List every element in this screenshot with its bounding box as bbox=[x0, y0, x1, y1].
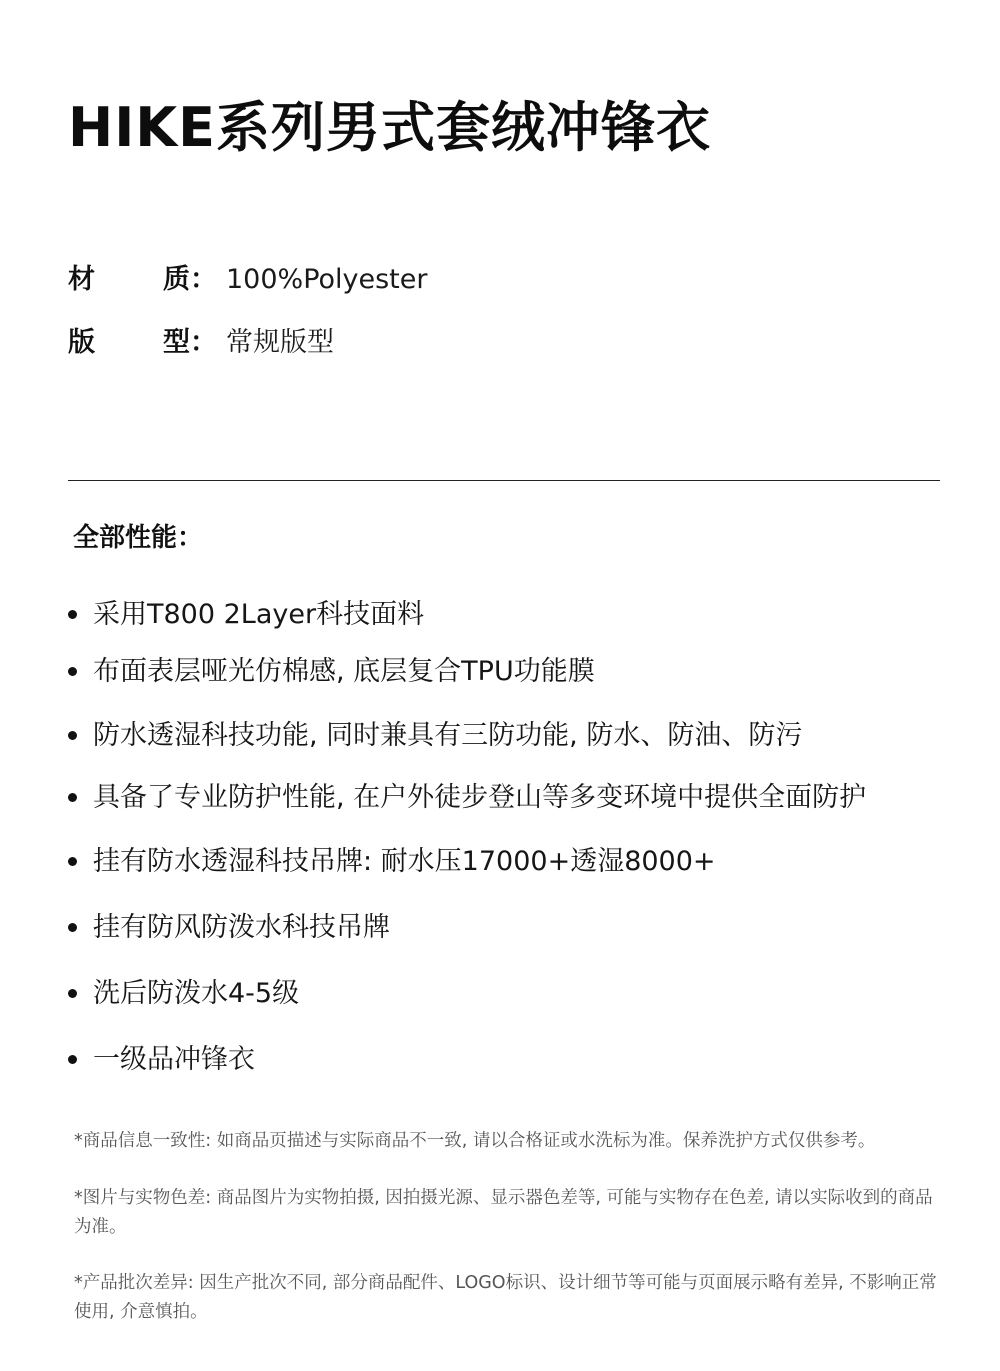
feature-text: 采用T800 2Layer科技面料 bbox=[93, 599, 425, 630]
features-heading: 全部性能： bbox=[73, 523, 204, 553]
bullet-icon bbox=[68, 731, 77, 740]
spec-label-fit-2: 型： bbox=[163, 327, 217, 358]
bullet-icon bbox=[68, 1055, 77, 1064]
feature-text: 具备了专业防护性能, 在户外徒步登山等多变环境中提供全面防护 bbox=[93, 782, 867, 813]
bullet-icon bbox=[68, 793, 77, 802]
spec-value-fit: 常规版型 bbox=[226, 327, 334, 358]
bullet-icon bbox=[68, 989, 77, 998]
note-color-difference: *图片与实物色差: 商品图片为实物拍摄, 因拍摄光源、显示器色差等, 可能与实物存在色差, 请以实际收到的商品为准。 bbox=[74, 1188, 933, 1237]
spec-label-material-2: 质： bbox=[163, 264, 217, 295]
bullet-icon bbox=[68, 923, 77, 932]
spec-label-material-1: 材 bbox=[68, 264, 95, 295]
section-divider bbox=[68, 480, 940, 481]
feature-text: 布面表层哑光仿棉感, 底层复合TPU功能膜 bbox=[93, 656, 595, 687]
spec-label-fit-1: 版 bbox=[68, 327, 95, 358]
feature-text: 一级品冲锋衣 bbox=[93, 1044, 255, 1075]
product-title: HIKE系列男式套绒冲锋衣 bbox=[68, 96, 712, 159]
note-consistency: *商品信息一致性: 如商品页描述与实际商品不一致, 请以合格证或水洗标为准。保养洗护方式仅供参考。 bbox=[74, 1131, 876, 1151]
feature-text: 洗后防泼水4-5级 bbox=[93, 978, 300, 1009]
feature-text: 挂有防风防泼水科技吊牌 bbox=[93, 912, 390, 943]
note-batch-difference: *产品批次差异: 因生产批次不同, 部分商品配件、LOGO标识、设计细节等可能与页面展示略有差异, 不影响正常使用, 介意慎拍。 bbox=[74, 1273, 937, 1322]
spec-value-material: 100%Polyester bbox=[226, 264, 428, 295]
bullet-icon bbox=[68, 857, 77, 866]
feature-text: 防水透湿科技功能, 同时兼具有三防功能, 防水、防油、防污 bbox=[93, 720, 803, 751]
feature-text: 挂有防水透湿科技吊牌: 耐水压17000+透湿8000+ bbox=[93, 846, 716, 877]
bullet-icon bbox=[68, 667, 77, 676]
bullet-icon bbox=[68, 610, 77, 619]
